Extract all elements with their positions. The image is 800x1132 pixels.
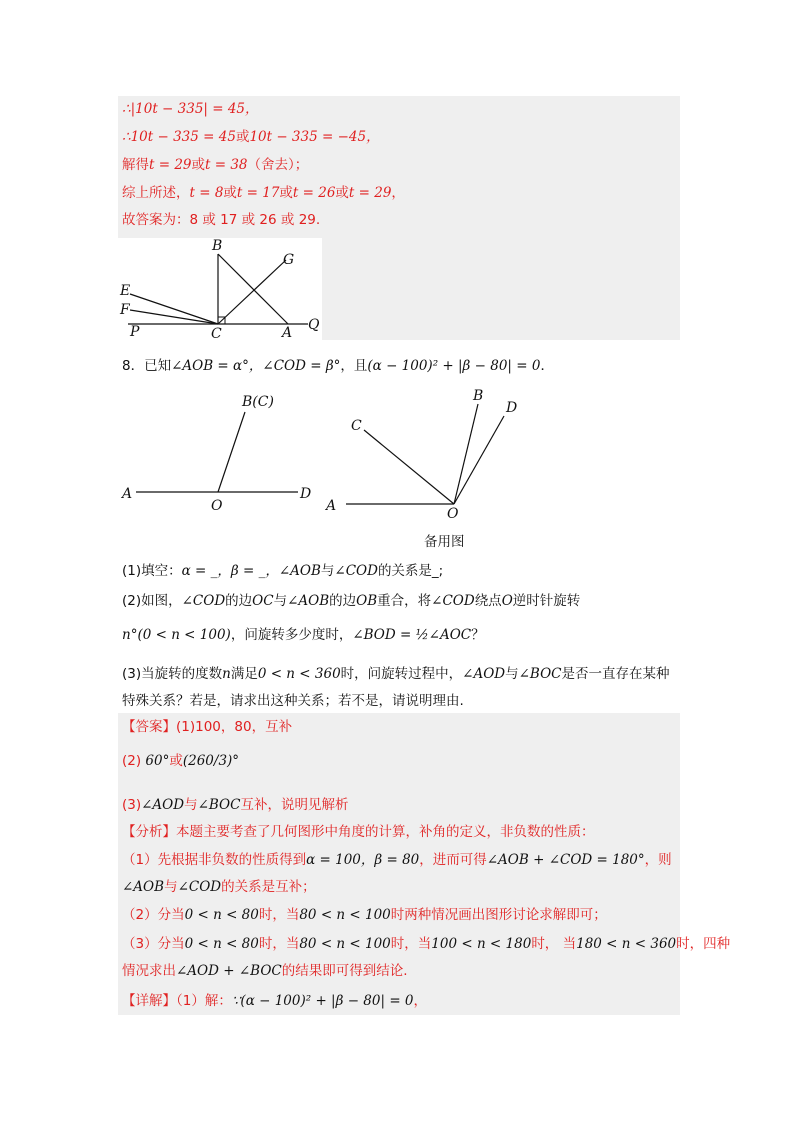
label-E: E	[120, 283, 131, 299]
label-P: P	[130, 324, 140, 340]
solution-line-5: 故答案为：8 或 17 或 26 或 29.	[122, 212, 321, 228]
label-D-right: D	[506, 400, 518, 416]
figure-2-right	[318, 382, 538, 522]
analysis-2: （2）分当0 < n < 80时，当80 < n < 100时两种情况画出图形讨论求解即可；	[122, 907, 607, 923]
label-G: G	[283, 252, 295, 268]
analysis-3-line-2: 情况求出∠AOD + ∠BOC的结果即可得到结论.	[122, 963, 408, 979]
label-BC: B(C)	[242, 394, 274, 410]
label-C: C	[211, 326, 222, 340]
label-B: B	[212, 238, 223, 254]
figure-2-left	[118, 388, 328, 518]
problem-8-stem: 8．已知∠AOB = α°，∠COD = β°，且(α − 100)² + |β − 80| = 0．	[122, 358, 554, 374]
solution-line-2: ∴10t − 335 = 45或10t − 335 = −45，	[122, 129, 380, 145]
solution-line-3: 解得t = 29或t = 38（舍去）；	[122, 157, 309, 173]
solution-line-4: 综上所述，t = 8或t = 17或t = 26或t = 29，	[122, 185, 405, 201]
question-1: (1)填空：α = _，β = _，∠AOB与∠COD的关系是_;	[122, 563, 444, 579]
label-A-left: A	[122, 486, 133, 502]
analysis-title: 【分析】本题主要考查了几何图形中角度的计算，补角的定义，非负数的性质：	[122, 824, 595, 840]
label-A: A	[282, 325, 293, 340]
label-A-right: A	[326, 498, 337, 514]
label-C-right: C	[351, 418, 362, 434]
analysis-3-line-1: （3）分当0 < n < 80时，当80 < n < 100时，当100 < n < 180时， 当180 < n < 360时，四种	[122, 936, 731, 952]
answer-2: (2) 60°或(260/3)°	[122, 753, 240, 769]
figure-caption: 备用图	[424, 534, 465, 550]
label-F: F	[120, 302, 130, 318]
label-B-right: B	[473, 388, 484, 404]
label-O-right: O	[447, 506, 459, 522]
label-Q: Q	[308, 317, 320, 333]
answer-1: 【答案】(1)100，80，互补	[122, 719, 293, 735]
analysis-1-line-1: （1）先根据非负数的性质得到α = 100，β = 80，进而可得∠AOB + ∠COD = 180°，则	[122, 852, 672, 868]
question-2-line-1: (2)如图，∠COD的边OC与∠AOB的边OB重合，将∠COD绕点O逆时针旋转	[122, 593, 581, 609]
detail-1: 【详解】（1）解：∵(α − 100)² + |β − 80| = 0，	[122, 993, 428, 1009]
label-O-left: O	[211, 498, 223, 514]
question-3-line-1: (3)当旋转的度数n满足0 < n < 360时，问旋转过程中，∠AOD与∠BOC是否一直存在某种	[122, 666, 670, 682]
answer-3: (3)∠AOD与∠BOC互补，说明见解析	[122, 797, 349, 813]
figure-1-geometry	[118, 238, 322, 340]
solution-line-1: ∴|10t − 335| = 45，	[122, 101, 259, 117]
question-2-line-2: n°(0 < n < 100)，问旋转多少度时，∠BOD = ½∠AOC？	[122, 627, 485, 643]
question-3-line-2: 特殊关系？若是，请求出这种关系；若不是，请说明理由.	[122, 693, 464, 709]
label-D-left: D	[300, 486, 312, 502]
analysis-1-line-2: ∠AOB与∠COD的关系是互补；	[122, 879, 316, 895]
